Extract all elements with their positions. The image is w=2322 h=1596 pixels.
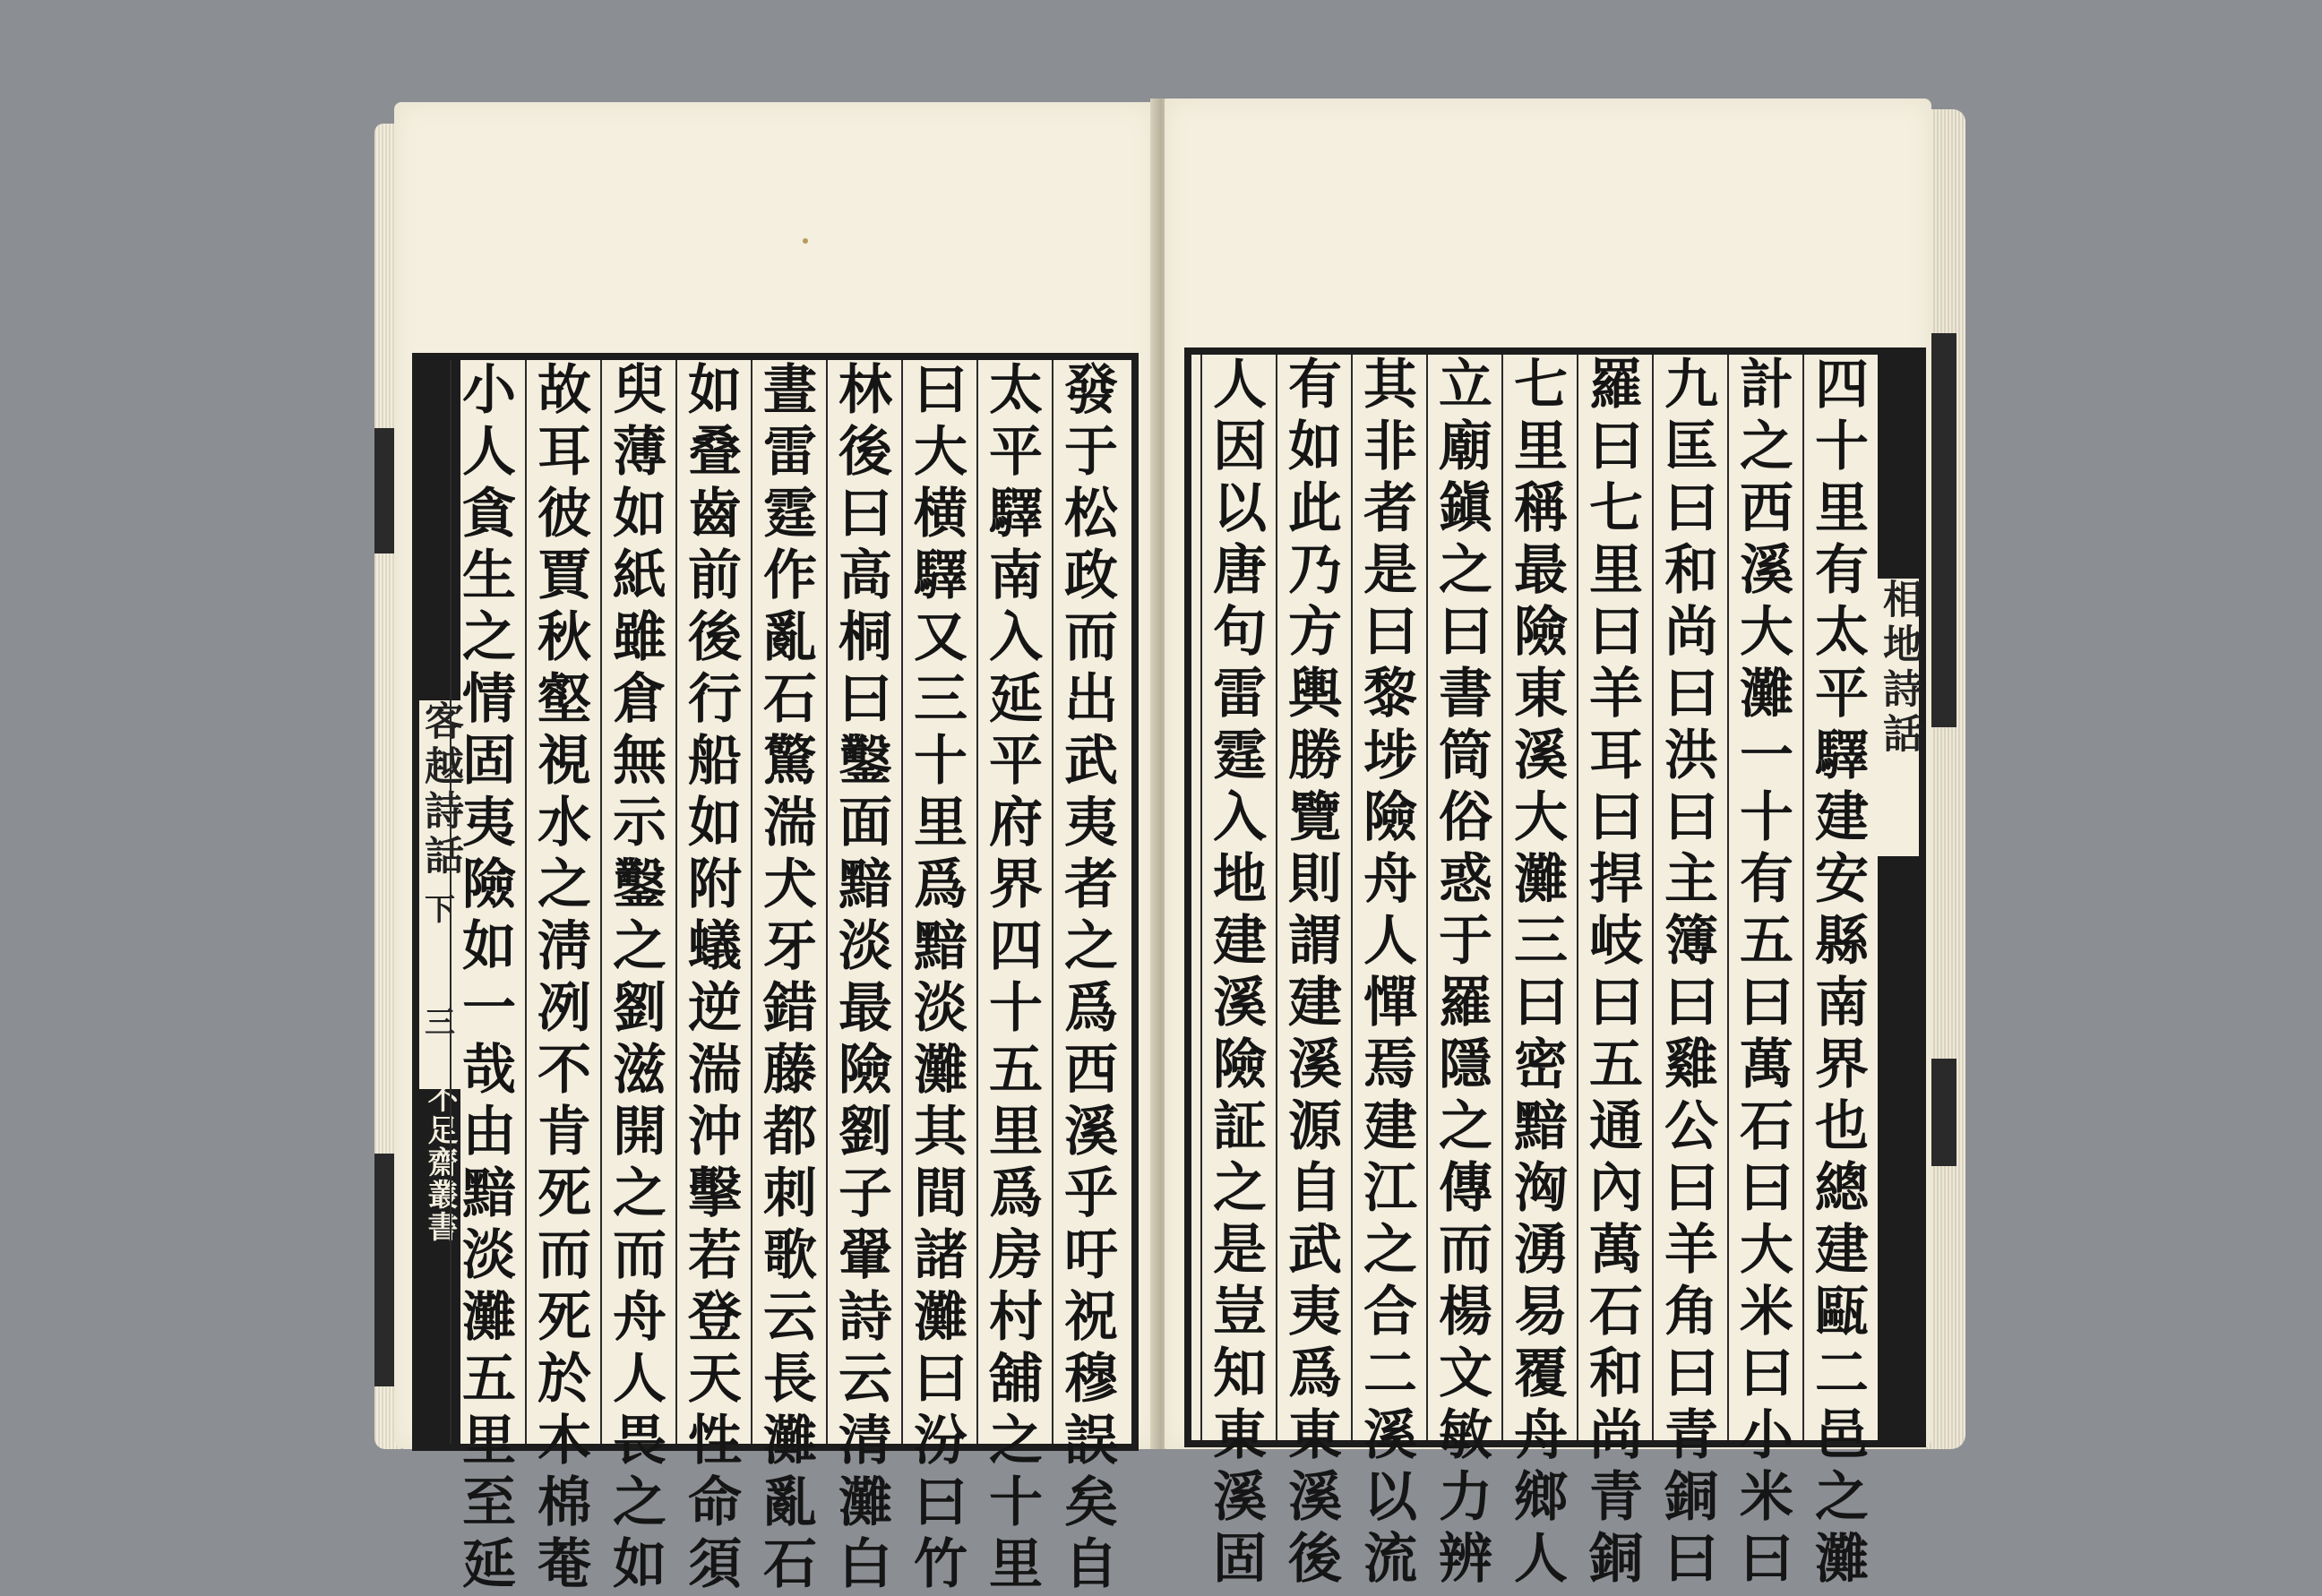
right-text-column: 計 之 西 溪 大 灘 一 十 有 五 曰 萬 石 曰 大 米 曰 小 米 曰 [1727, 355, 1804, 1440]
paper-spot [803, 238, 808, 244]
right-text-frame [1184, 348, 1926, 1591]
left-text-column: 發 于 松 政 而 出 武 夷 者 之 爲 西 溪 乎 吁 祝 穆 誤 矣 自 [1052, 360, 1129, 1444]
right-text-column: 四 十 里 有 太 平 驛 建 安 縣 南 界 也 總 建 甌 二 邑 之 灘 [1802, 355, 1879, 1440]
left-page [394, 102, 1156, 1596]
spine-title: 相地詩話 [1876, 579, 1922, 758]
right-text-column: 人 因 以 唐 句 雷 霆 入 地 建 溪 險 証 之 是 豈 知 東 溪 固 [1200, 355, 1277, 1440]
right-text-column: 其 非 者 是 曰 黎 埗 險 舟 人 憚 焉 建 江 之 合 二 溪 以 流 [1351, 355, 1428, 1440]
left-text-column: 如 叠 齒 前 後 行 船 如 附 蟻 逆 湍 沖 擊 若 登 天 性 命 須 [675, 360, 752, 1444]
right-text-column: 九 匡 曰 和 尚 曰 洪 曰 主 簿 曰 雞 公 曰 羊 角 曰 青 銅 曰 [1652, 355, 1729, 1440]
spine-collection: 知不足齋叢書 [422, 1050, 458, 1243]
right-text-column: 立 廟 鎭 之 曰 書 筒 俗 惑 于 羅 隱 之 傳 而 楊 文 敏 力 辨 [1426, 355, 1503, 1440]
left-text-column: 故 耳 彼 賈 秋 壑 視 水 之 淸 冽 不 肯 死 而 死 於 木 棉 菴 [525, 360, 602, 1444]
spine-title: 客越詩話 [417, 700, 463, 880]
left-text-column: 林 後 曰 高 桐 曰 鑿 面 黯 淡 最 險 劉 子 翬 詩 云 清 灘 白 [826, 360, 903, 1444]
left-text-column: 曰 大 横 驛 又 三 十 里 爲 黯 淡 灘 其 間 諸 灘 曰 汾 曰 竹 [901, 360, 978, 1444]
right-spine-column [1876, 355, 1922, 1440]
right-text-column: 羅 曰 七 里 曰 羊 耳 曰 捍 岐 曰 五 通 內 萬 石 和 尚 青 銅 [1577, 355, 1654, 1440]
left-text-column: 太 平 驛 南 入 延 平 府 界 四 十 五 里 爲 房 村 舖 之 十 里 [976, 360, 1054, 1444]
left-text-column: 小 人 貪 生 之 情 固 夷 險 如 一 哉 由 黯 淡 灘 五 里 至 延 [450, 360, 527, 1444]
left-text-column: 臾 薄 如 紙 雖 倉 無 示 鑿 之 劉 滋 開 之 而 舟 人 畏 之 如 [600, 360, 677, 1444]
right-text-column: 七 里 稱 最 險 東 溪 大 灘 三 曰 密 黯 洶 湧 易 覆 舟 鄉 人 [1501, 355, 1578, 1440]
spine-leaf-number: 三 [425, 1005, 455, 1041]
right-text-column: 有 如 此 乃 方 輿 勝 覽 則 謂 建 溪 源 自 武 夷 爲 東 溪 後 [1276, 355, 1353, 1440]
left-text-frame [412, 353, 1139, 1596]
spine-volume: 下 [425, 892, 455, 928]
left-text-column: 晝 雷 霆 作 亂 石 驚 湍 犬 牙 錯 藤 都 刺 歌 云 長 灘 亂 石 [751, 360, 828, 1444]
right-page [1165, 99, 1931, 1591]
